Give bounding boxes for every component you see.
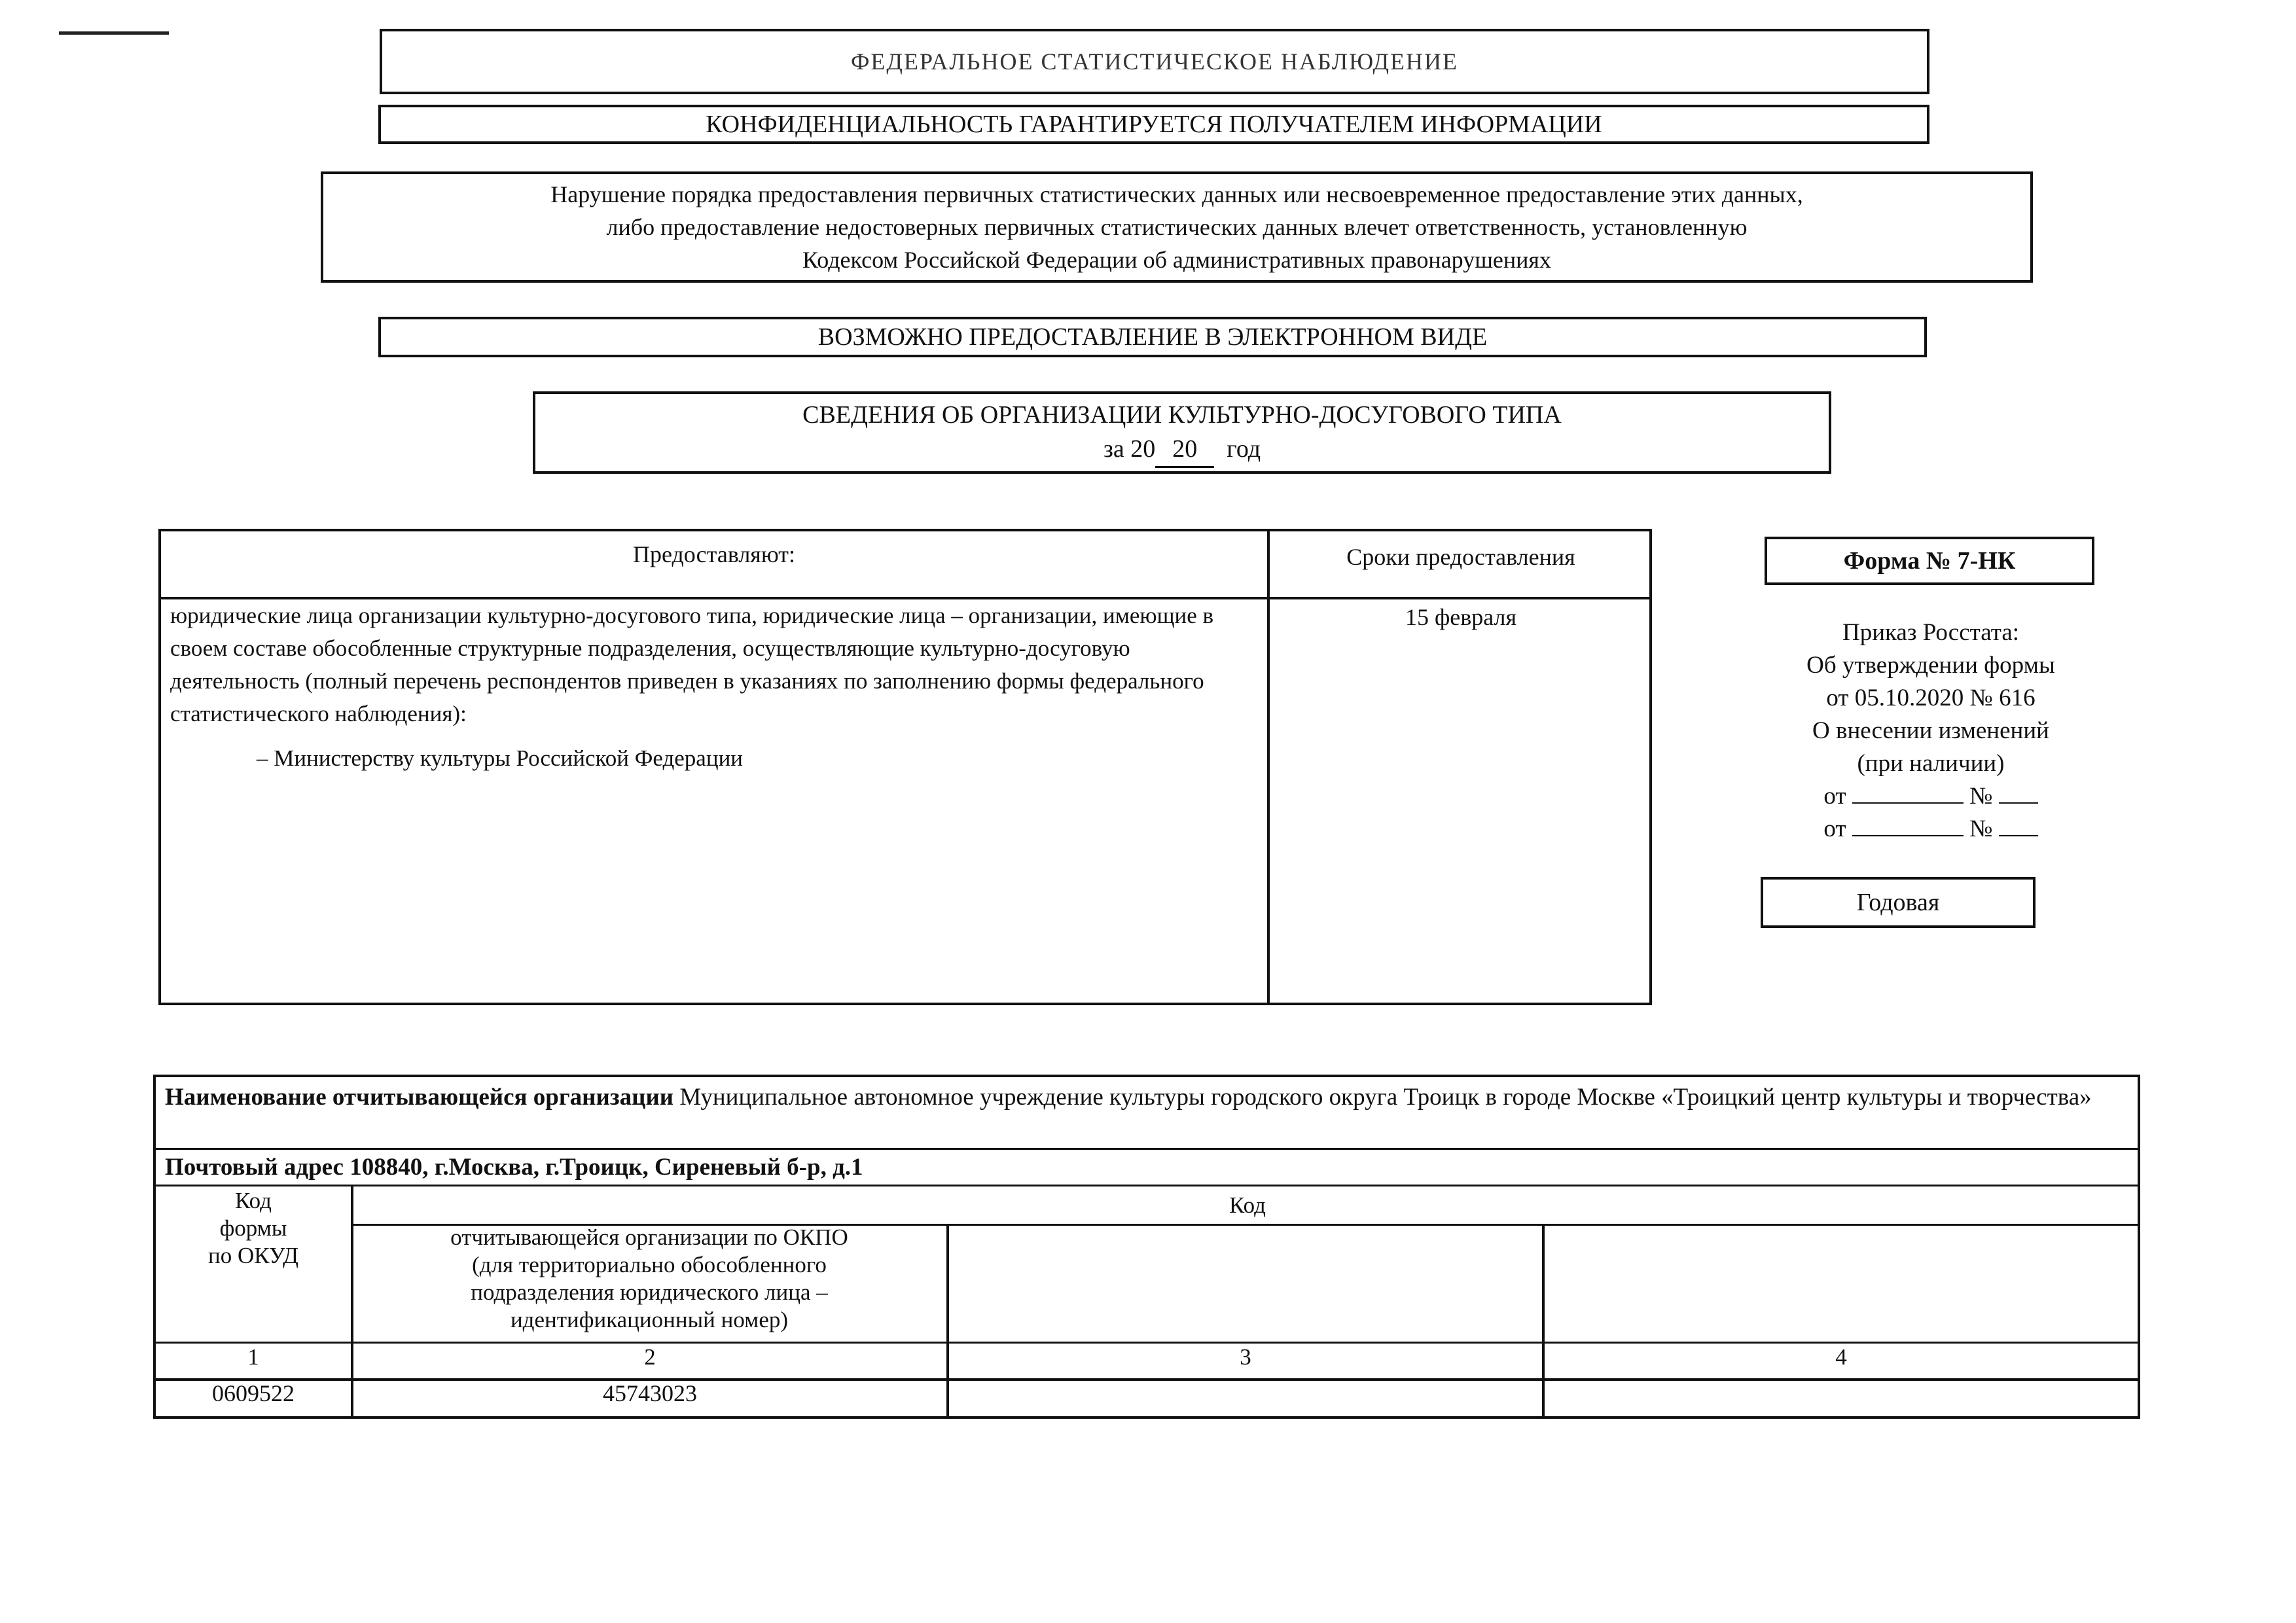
from-label: от	[1823, 815, 1846, 842]
respondents-description	[170, 599, 1257, 775]
organization-name-value[interactable]: Муниципальное автономное учреждение культуры городского округа Троицк в городе Москве «Троицкий центр культуры и творчества»	[679, 1084, 2092, 1111]
row-divider	[156, 1185, 2138, 1186]
column-number: 4	[1835, 1344, 1847, 1370]
form-number: Форма № 7-НК	[1843, 547, 2016, 575]
okpo-header-line: подразделения юридического лица –	[471, 1279, 828, 1305]
row-divider	[156, 1148, 2138, 1150]
organization-name-row	[165, 1081, 2128, 1114]
amendment-line-1	[1728, 780, 2134, 813]
federal-observation-text: ФЕДЕРАЛЬНОЕ СТАТИСТИЧЕСКОЕ НАБЛЮДЕНИЕ	[850, 48, 1458, 75]
organization-table	[153, 1075, 2140, 1419]
column-divider	[1267, 531, 1270, 1003]
report-year-line	[1103, 432, 1261, 468]
order-line: Приказ Росстата:	[1842, 619, 2020, 646]
year-suffix: год	[1227, 435, 1261, 463]
order-line: Об утверждении формы	[1806, 652, 2055, 679]
corner-dash-mark	[59, 31, 169, 35]
column-number: 1	[247, 1344, 259, 1370]
okpo-column-header	[355, 1224, 944, 1334]
amendment-number-field-1[interactable]	[1999, 802, 2038, 804]
order-line: О внесении изменений	[1812, 717, 2049, 744]
organization-name-label: Наименование отчитывающейся организации	[165, 1084, 674, 1111]
provide-column-header: Предоставляют:	[632, 541, 796, 567]
form-number-box	[1765, 537, 2094, 585]
column-3-field[interactable]	[949, 1380, 1542, 1406]
violation-notice	[321, 171, 2033, 283]
postal-address[interactable]: Почтовый адрес 108840, г.Москва, г.Троицк, Сиреневый б-р, д.1	[165, 1154, 863, 1181]
okud-column-header	[156, 1187, 351, 1270]
order-line: (при наличии)	[1857, 750, 2005, 777]
amendment-date-field-1[interactable]	[1852, 802, 1964, 804]
violation-line: либо предоставление недостоверных первичных статистических данных влечет ответственность, установленную	[606, 214, 1748, 240]
respondents-table	[158, 529, 1652, 1005]
deadline-value: 15 февраля	[1405, 604, 1517, 630]
okud-header-line: Код	[235, 1188, 272, 1213]
column-4-field[interactable]	[1545, 1380, 2138, 1406]
confidentiality-text: КОНФИДЕНЦИАЛЬНОСТЬ ГАРАНТИРУЕТСЯ ПОЛУЧАТЕЛЕМ ИНФОРМАЦИИ	[706, 111, 1602, 138]
periodicity-box	[1761, 877, 2036, 928]
year-prefix: за 20	[1103, 435, 1156, 463]
deadline-column-header: Сроки предоставления	[1346, 544, 1575, 570]
okud-header-line: формы	[219, 1215, 287, 1241]
rosstat-order	[1728, 616, 2134, 846]
okud-header-line: по ОКУД	[207, 1243, 299, 1268]
violation-line: Кодексом Российской Федерации об административных правонарушениях	[802, 247, 1551, 273]
okpo-code-field[interactable]: 45743023	[603, 1380, 697, 1406]
okpo-header-line: идентификационный номер)	[510, 1307, 789, 1332]
okpo-header-line: отчитывающейся организации по ОКПО	[450, 1224, 848, 1250]
amendment-date-field-2[interactable]	[1852, 835, 1964, 836]
violation-line: Нарушение порядка предоставления первичных статистических данных или несвоевременное предоставление этих данных,	[550, 181, 1803, 207]
kod-group-header: Код	[1229, 1192, 1266, 1218]
number-label: №	[1969, 815, 1993, 842]
periodicity: Годовая	[1856, 889, 1940, 916]
number-label: №	[1969, 783, 1993, 810]
okud-code-field[interactable]: 0609522	[212, 1380, 295, 1406]
federal-observation-banner	[380, 29, 1929, 94]
recipient-ministry: – Министерству культуры Российской Федерации	[257, 745, 744, 771]
okpo-header-line: (для территориально обособленного	[472, 1252, 827, 1277]
electronic-submission-banner	[378, 317, 1927, 357]
respondents-text: юридические лица организации культурно-досугового типа, юридические лица – организации, имеющие в своем составе обособленные структурные подразделения, осуществляющие культурно-досуговую деятельность (полный перечень респондентов приведен в указаниях по заполнению формы федерального статистического наблюдения):	[170, 603, 1214, 726]
report-title: СВЕДЕНИЯ ОБ ОРГАНИЗАЦИИ КУЛЬТУРНО-ДОСУГОВОГО ТИПА	[802, 401, 1562, 429]
confidentiality-banner	[378, 105, 1929, 144]
electronic-submission-text: ВОЗМОЖНО ПРЕДОСТАВЛЕНИЕ В ЭЛЕКТРОННОМ ВИДЕ	[817, 323, 1488, 351]
column-number: 3	[1240, 1344, 1251, 1370]
from-label: от	[1823, 783, 1846, 810]
report-title-box	[533, 391, 1831, 474]
number-row-divider	[156, 1342, 2138, 1344]
column-number: 2	[644, 1344, 656, 1370]
year-value-field[interactable]: 20	[1155, 432, 1214, 468]
amendment-line-2	[1728, 813, 2134, 846]
amendment-number-field-2[interactable]	[1999, 835, 2038, 836]
order-line: от 05.10.2020 № 616	[1826, 685, 2036, 711]
